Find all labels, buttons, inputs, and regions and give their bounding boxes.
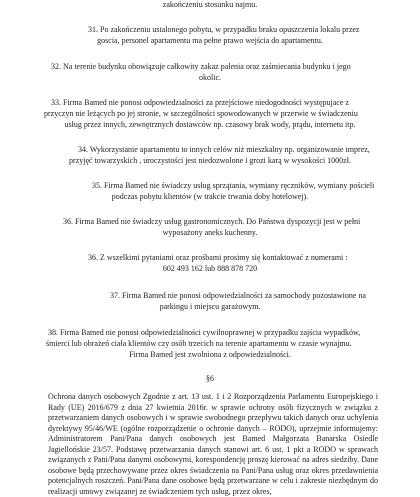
clause-31-line-1: 31. Po zakończeniu ustalonego pobytu, w przypadku braku opuszczenia lokalu przez xyxy=(88,25,360,34)
clause-38-line-1: 38. Firma Bamed nie ponosi odpowiedzialności cywilnoprawnej w przypadku zajścia wypadków, xyxy=(48,328,361,337)
clause-36-line-2: wyposażony aneks kuchenny. xyxy=(162,228,258,237)
text-line: zakończeniu stosunku najmu. xyxy=(162,0,258,9)
clause-32-line-1: 32. Na terenie budynku obowiązuje całkowity zakaz palenia oraz zaśmiecania budynku i jego xyxy=(51,62,351,71)
clause-34-line-1: 34. Wykorzystanie apartamentu to innych celów niż mieszkalny np. organizowanie imprez, xyxy=(78,145,370,154)
clause-33-line-2: przyczyn nie leżących po jej stronie, w szczególności spowodowanych w przerwie w świadczeniu xyxy=(44,109,358,118)
clause-contact-line-1: 36. Z wszelkimi pytaniami oraz prośbami prosimy się kontaktować z numerami : xyxy=(88,253,348,262)
clause-37-line-2: parkingu i miejscu garażowym. xyxy=(159,302,261,311)
clause-31-line-2: goscia, personel apartamentu ma pełne prawo wejścia do apartamentu. xyxy=(97,36,323,45)
clause-37-line-1: 37. Firma Bamed nie ponosi odpowiedzialności za samochody pozostawione na xyxy=(110,291,366,300)
clause-35-line-1: 35. Firma Bamed nie świadczy usług sprzątania, wymiany ręczników, wymiany pościeli xyxy=(92,181,375,190)
clause-32-line-2: okolic. xyxy=(199,73,221,82)
clause-38-line-2: śmierci lub obrażeń ciała klientów czy osób trzecich na terenie apartamentu w czasie wynajmu. xyxy=(46,339,352,348)
clause-33-line-3: usług przez innych, zewnętrznych dostawców np. czasowy brak wody, prądu, internetu itp. xyxy=(64,120,356,129)
section-heading: §6 xyxy=(206,374,214,383)
clause-33-line-1: 33. Firma Bamed nie ponosi odpowiedzialności za przejściowe niedogodności występujace z xyxy=(51,98,349,107)
contact-phone-numbers: 602 493 162 lub 888 878 720 xyxy=(162,264,258,273)
clause-35-line-2: podczas pobytu klientów (w trakcie trwania doby hotelowej). xyxy=(111,192,309,201)
clause-36-line-1: 36. Firma Bamed nie świadczy usług gastronomicznych. Do Państwa dyspozycji jest w pełni xyxy=(63,217,361,226)
gdpr-paragraph: Ochrona danych osobowych Zgodnie z art. 13 ust. 1 i 2 Rozporządzenia Parlamentu Europejskiego i Rady (UE) 2016/679 z dnia 27 kwietnia 2016r. w sprawie ochrony osób fizycznych w związku z przetwarzaniem danych osobowych i w sprawie swobodnego przepływu takich danych oraz uchylenia dyrektywy 95/46/WE (ogólne rozporządzenie o ochronie danych – RODO), uprzejmie informujemy: Administratorem Pani/Pana danych osobowych jest Bamed Małgorzata Banarska Osiedle Jagiellońskie 23/57. Podstawę przetwarzania danych stanowi art. 6 ust. 1 pkt a RODO w sprawach związanych z Pani/Pana danymi osobowymi, korespondencję proszę kierować na adres siedziby. Dane osobowe będą przechowywane przez okres świadczenia na Pani/Pana usług oraz okres przedawnienia potencjalnych roszczeń. Pani/Pana dane osobowe będą przetwarzane w celu i zakresie niezbędnym do realizacji umowy związanej ze świadczeniem tych usług, przez okres, xyxy=(48,392,378,496)
clause-34-line-2: przyjęć towarzyskich , uroczystości jest niedozwolone i grozi karą w wysokości 1000zł. xyxy=(69,156,351,165)
clause-38-line-3: Firma Bamed jest zwolniona z odpowiedzialności. xyxy=(129,350,291,359)
